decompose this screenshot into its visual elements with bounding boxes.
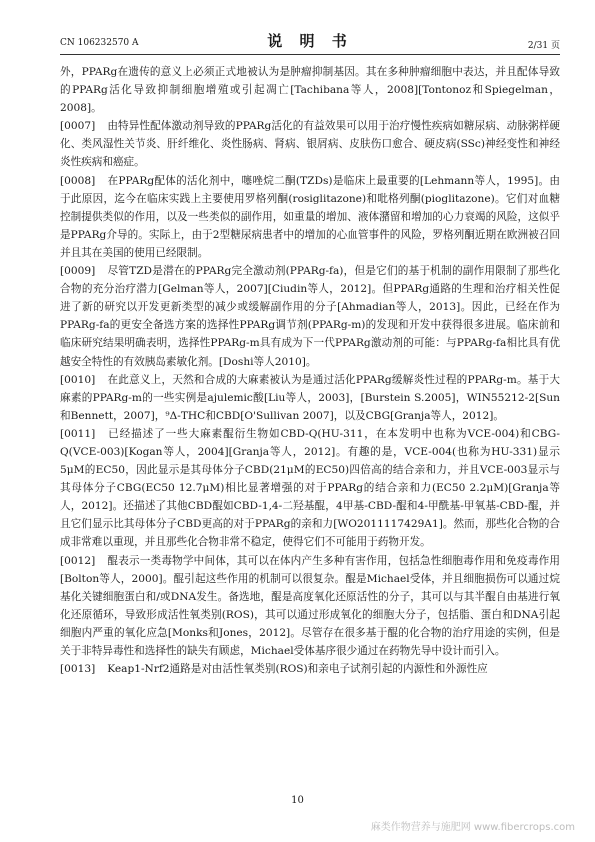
paragraph-number: [0008] [60, 174, 96, 187]
paragraph-text: 外，PPARg在遗传的意义上必须正式地被认为是肿瘤抑制基因。其在多种肿瘤细胞中表达，并且配体导致的PPARg活化导致抑制细胞增殖或引起凋亡[Tachibana等人，2008][Tontonoz和Spiegelman，2008]。 [60, 66, 560, 115]
paragraph-0008 [60, 172, 560, 262]
paragraph-text: 已经描述了一些大麻素醌衍生物如CBD-Q(HU-311，在本发明中也称为VCE-004)和CBG-Q(VCE-003)[Kogan等人，2004][Granja等人，2012]。有趣的是，VCE-004(也称为HU-331)显示5μM的EC50，因此显示是其母体分子CBD(21μM的EC50)四倍高的结合亲和力，并且VCE-003显示与其母体分子CBG(EC50 12.7μM)相比显著增强的对于PPARg的结合亲和力(EC50 2.2μM)[Granja等人，2012]。还描述了其他CBD醌如CBD-1,4-二羟基醌，4甲基-CBD-醌和4-甲酰基-甲氧基-CBD-醌，并且它们显示比其母体分子CBD更高的对于PPARg的亲和力[WO2011117429A1]。然而，那些化合物的合成非常难以重现，并且那些化合物非常不稳定，使得它们不可能用于药物开发。 [60, 427, 560, 549]
paragraph-continued [60, 63, 560, 117]
paragraph-text: 在此意义上，天然和合成的大麻素被认为是通过活化PPARg缓解炎性过程的PPARg-m。基于大麻素的PPARg-m的一些实例是ajulemic酸[Liu等人，2003]，[Burstein S.2005]，WIN55212-2[Sun和Bennett，2007]，⁹Δ-THC和CBD[O'Sullivan 2007]，以及CBG[Granja等人，2012]。 [60, 373, 560, 422]
paragraph-number: [0007] [60, 120, 96, 133]
patent-number: CN 106232570 A [60, 38, 139, 48]
paragraph-0012 [60, 552, 560, 661]
paragraph-text: 醌表示一类毒物学中间体，其可以在体内产生多种有害作用，包括急性细胞毒作用和免疫毒作用[Bolton等人，2000]。醌引起这些作用的机制可以很复杂。醌是Michael受体，并且细胞损伤可以通过烷基化关键细胞蛋白和/或DNA发生。备选地，醌是高度氧化还原活性的分子，其可以与其半醌自由基进行氧化还原循环，导致形成活性氧类别(ROS)，其可以通过形成氧化的细胞大分子，包括脂、蛋白和DNA引起细胞内严重的氧化应急[Monks和Jones，2012]。尽管存在很多基于醌的化合物的治疗用途的实例，但是关于非特异毒性和选择性的缺失有顾虑，Michael受体基序很少通过在药物先导中设计而引入。 [60, 554, 560, 657]
paragraph-text: Keap1-Nrf2通路是对由活性氧类别(ROS)和亲电子试剂引起的内源性和外源性应 [107, 663, 488, 676]
paragraph-number: [0009] [60, 265, 96, 278]
paragraph-number: [0013] [60, 663, 96, 676]
document-type-title: 说 明 书 [267, 32, 353, 50]
paragraph-number: [0011] [60, 427, 96, 440]
document-body [60, 63, 560, 678]
paragraph-number: [0012] [60, 554, 96, 567]
paragraph-0009 [60, 262, 560, 371]
paragraph-text: 在PPARg配体的活化剂中，噻唑烷二酮(TZDs)是临床上最重要的[Lehmann等人，1995]。由于此原因，迄今在临床实践上主要使用罗格列酮(rosiglitazone)和吡格列酮(pioglitazone)。它们对血糖控制提供类似的作用，以及一些类似的副作用，如重量的增加、液体潴留和增加的心力衰竭的风险，这似乎是PPARg介导的。实际上，由于2型糖尿病患者中的增加的心血管事件的风险，罗格列酮近期在欧洲被召回并且其在美国的使用已经限制。 [60, 174, 560, 259]
paragraph-0007 [60, 117, 560, 171]
page-header [60, 28, 560, 55]
paragraph-text: 由特异性配体激动剂导致的PPARg活化的有益效果可以用于治疗慢性疾病如糖尿病、动脉粥样硬化、类风湿性关节炎、肝纤维化、炎性肠病、肾病、银屑病、皮肤伤口愈合、硬皮病(SSc)神经变性和神经炎性疾病和癌症。 [60, 120, 560, 169]
paragraph-0011 [60, 425, 560, 552]
watermark: 麻类作物营养与施肥网 www.fibercrops.com [370, 822, 575, 833]
paragraph-number: [0010] [60, 373, 96, 386]
paragraph-0013 [60, 660, 560, 678]
page-indicator: 2/31 页 [527, 41, 560, 51]
paragraph-0010 [60, 371, 560, 425]
page-number: 10 [291, 795, 304, 806]
paragraph-text: 尽管TZD是潜在的PPARg完全激动剂(PPARg-fa)，但是它们的基于机制的副作用限制了那些化合物的充分治疗潜力[Gelman等人，2007][Ciudin等人，2012]。但PPARg通路的生理和治疗相关性促进了新的研究以开发更新类型的减少或缓解副作用的分子[Ahmadian等人，2013]。因此，已经在作为PPARg-fa的更安全备选方案的选择性PPARg调节剂(PPARg-m)的发现和开发中获得很多进展。临床前和临床研究结果明确表明，选择性PPARg-m具有成为下一代PPARg激动剂的可能：与PPARg-fa相比具有优越安全特性的有效胰岛素敏化剂。[Doshi等人2010]。 [60, 265, 560, 368]
